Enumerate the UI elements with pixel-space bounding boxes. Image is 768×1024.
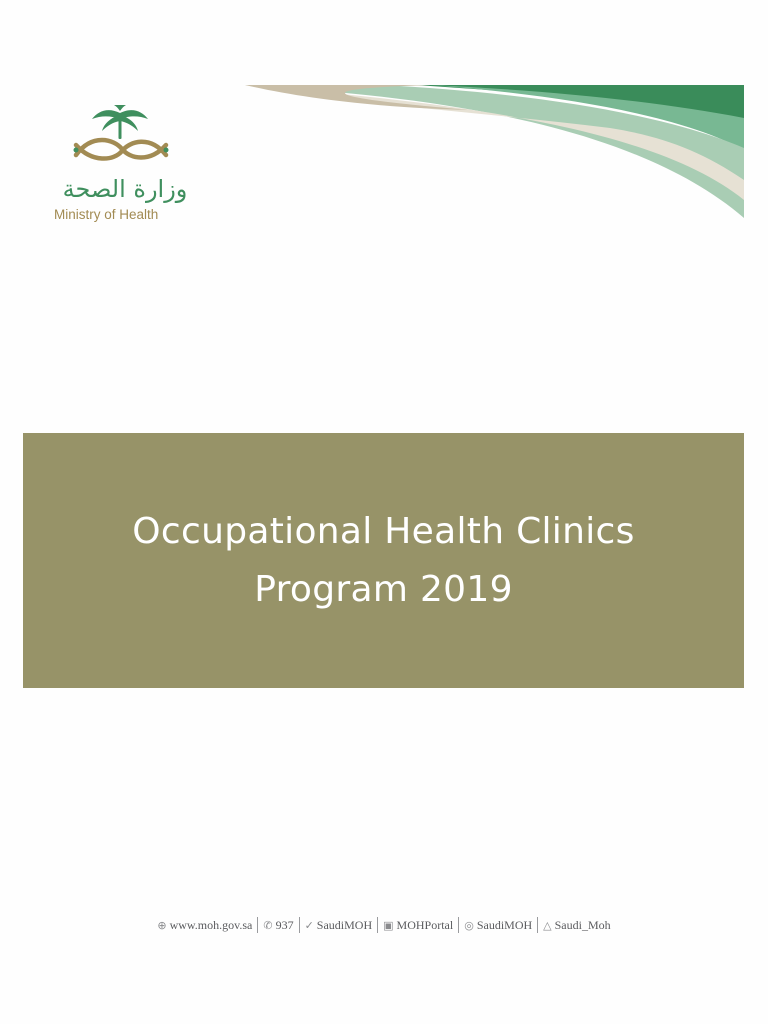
footer-divider	[537, 917, 538, 933]
footer-contact-bar	[0, 914, 768, 936]
instagram-icon: ◎	[464, 918, 474, 932]
footer-snapchat-text: Saudi_Moh	[554, 917, 611, 932]
ministry-name-arabic: وزارة الصحة	[62, 175, 188, 203]
snapchat-icon: △	[543, 918, 552, 932]
title-band	[23, 433, 744, 688]
footer-divider	[377, 917, 378, 933]
ministry-logo	[50, 105, 200, 230]
footer-website-text: www.moh.gov.sa	[169, 917, 253, 932]
footer-divider	[458, 917, 459, 933]
twitter-icon: ✓	[304, 918, 314, 932]
footer-website[interactable]	[157, 918, 252, 933]
footer-phone-text: 937	[275, 917, 294, 932]
title-line-2: Program 2019	[254, 568, 513, 610]
footer-divider	[299, 917, 300, 933]
phone-icon: ✆	[263, 918, 273, 932]
footer-instagram[interactable]	[464, 918, 532, 933]
youtube-icon: ▣	[383, 918, 394, 932]
globe-icon: ⊕	[157, 918, 167, 932]
footer-instagram-text: SaudiMOH	[476, 917, 533, 932]
footer-youtube[interactable]	[383, 918, 453, 933]
footer-divider	[257, 917, 258, 933]
footer-phone[interactable]	[263, 918, 293, 933]
palm-swords-emblem-icon	[68, 105, 173, 173]
ministry-name-english: Ministry of Health	[54, 207, 159, 222]
title-line-1: Occupational Health Clinics	[132, 510, 635, 552]
footer-twitter-text: SaudiMOH	[316, 917, 373, 932]
footer-twitter[interactable]	[305, 918, 373, 933]
footer-snapchat[interactable]	[543, 918, 610, 933]
footer-youtube-text: MOHPortal	[396, 917, 454, 932]
